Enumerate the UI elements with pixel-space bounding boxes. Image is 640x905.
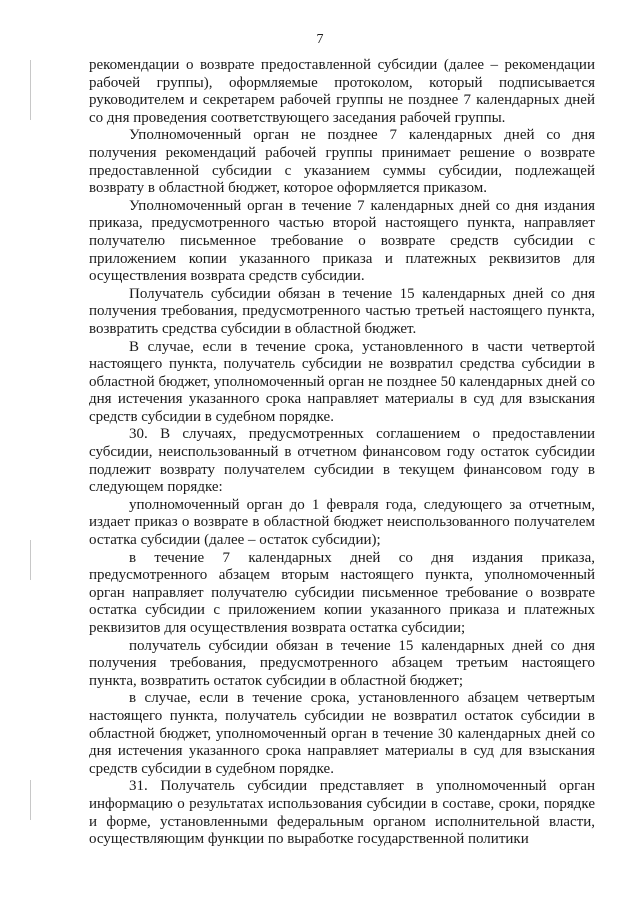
paragraph-court-recovery: В случае, если в течение срока, установленного в части четвертой настоящего пункта, получатель субсидии не возвратил средства субсидии в областной бюджет, уполномоченный орган не позднее 50 календарных дней со дня истечения указанного срока направляет материалы в суд для взыскания средств субсидии в судебном порядке. xyxy=(89,338,595,425)
binding-mark-top xyxy=(30,60,31,120)
paragraph-item-31: 31. Получатель субсидии представляет в уполномоченный орган информацию о результатах использования субсидии в составе, сроки, порядке и форме, установленными федеральным органом исполнительной власти, осуществляющим функции по выработке государственной политики xyxy=(89,778,595,848)
paragraph-item-30: 30. В случаях, предусмотренных соглашением о предоставлении субсидии, неиспользованный в отчетном финансовом году остаток субсидии подлежит возврату получателем субсидии в текущем финансовом году в следующем порядке: xyxy=(89,426,595,496)
paragraph-decision: Уполномоченный орган не позднее 7 календарных дней со дня получения рекомендаций рабочей группы принимает решение о возврате предоставленной субсидии с указанием суммы субсидии, подлежащей возврату в областной бюджет, которое оформляется приказом. xyxy=(89,127,595,197)
document-body xyxy=(89,57,595,849)
paragraph-item-30-return: получатель субсидии обязан в течение 15 календарных дней со дня получения требования, предусмотренного абзацем третьим настоящего пункта, возвратить остаток субсидии в областной бюджет; xyxy=(89,637,595,689)
binding-mark-middle xyxy=(30,540,31,580)
paragraph-continuation: рекомендации о возврате предоставленной субсидии (далее – рекомендации рабочей группы), оформляемые протоколом, который подписывается руководителем и секретарем рабочей группы не позднее 7 календарных дней со дня проведения соответствующего заседания рабочей группы. xyxy=(89,57,595,126)
paragraph-item-30-notice: в течение 7 календарных дней со дня издания приказа, предусмотренного абзацем вторым настоящего пункта, уполномоченный орган направляет получателю субсидии письменное требование о возврате остатка субсидии с приложением копии указанного приказа и платежных реквизитов для осуществления возврата остатка субсидии; xyxy=(89,549,595,636)
binding-mark-bottom xyxy=(30,780,31,820)
page-number: 7 xyxy=(316,32,324,47)
paragraph-requirement: Уполномоченный орган в течение 7 календарных дней со дня издания приказа, предусмотренного частью второй настоящего пункта, направляет получателю письменное требование о возврате средств субсидии с приложением копии указанного приказа и платежных реквизитов для осуществления возврата средств субсидии. xyxy=(89,197,595,285)
paragraph-return-obligation: Получатель субсидии обязан в течение 15 календарных дней со дня получения требования, предусмотренного частью третьей настоящего пункта, возвратить средства субсидии в областной бюджет. xyxy=(89,285,595,337)
paragraph-item-30-court: в случае, если в течение срока, установленного абзацем четвертым настоящего пункта, получатель субсидии не возвратил остаток субсидии в областной бюджет, уполномоченный орган в течение 30 календарных дней со дня истечения указанного срока направляет материалы в суд для взыскания средств субсидии в судебном порядке. xyxy=(89,690,595,777)
paragraph-item-30-order: уполномоченный орган до 1 февраля года, следующего за отчетным, издает приказ о возврате в областной бюджет неиспользованного получателем остатка субсидии (далее – остаток субсидии); xyxy=(89,496,595,549)
